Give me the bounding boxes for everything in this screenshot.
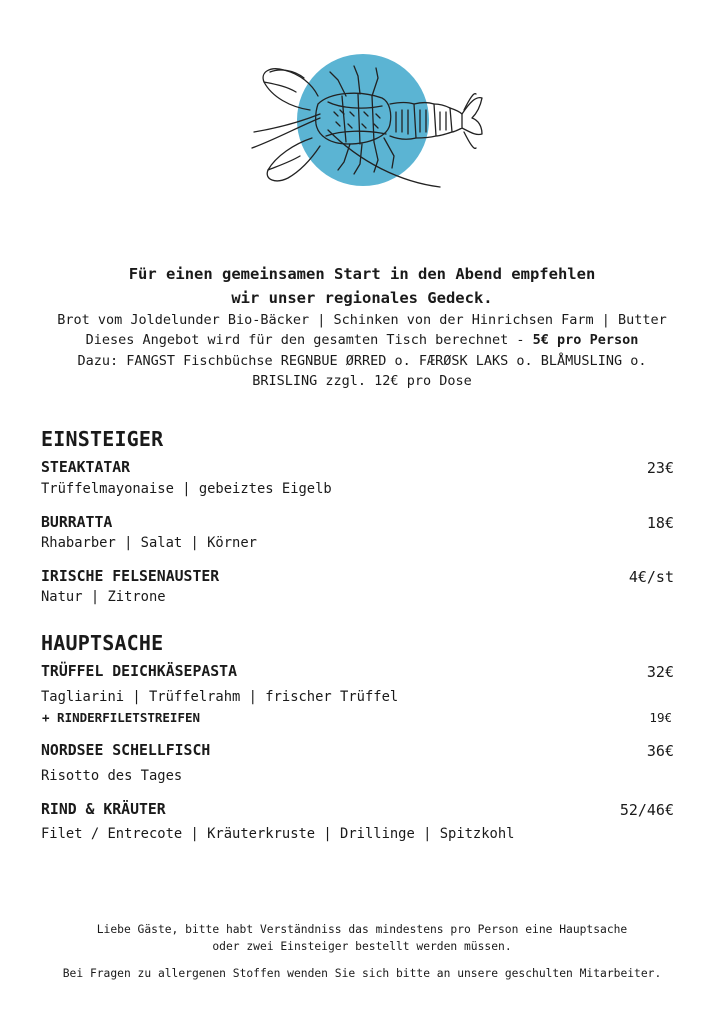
intro-block: [0, 262, 724, 391]
intro-heading-line1: Für einen gemeinsamen Start in den Abend empfehlen: [128, 265, 596, 283]
lobster-illustration-icon: [250, 52, 485, 192]
item-desc: Trüffelmayonaise | gebeiztes Eigelb: [41, 481, 332, 497]
item-name: NORDSEE SCHELLFISCH: [41, 742, 211, 759]
item-name: TRÜFFEL DEICHKÄSEPASTA: [41, 663, 237, 680]
footer-note-line2: oder zwei Einsteiger bestellt werden müssen.: [212, 940, 512, 953]
item-price: 18€: [646, 514, 674, 532]
bread-line: Brot vom Joldelunder Bio-Bäcker | Schinken von der Hinrichsen Farm | Butter: [57, 312, 667, 328]
offer-price: 5€ pro Person: [532, 332, 639, 349]
item-desc: Tagliarini | Trüffelrahm | frischer Trüffel: [41, 689, 399, 705]
footer-note-line1: Liebe Gäste, bitte habt Verständniss das mindestens pro Person eine Hauptsache: [96, 923, 628, 936]
offer-line: [0, 330, 724, 350]
item-price: 4€/st: [628, 568, 674, 586]
lobster-logo-icon: [250, 52, 485, 192]
item-price: 32€: [646, 663, 674, 681]
item-name: STEAKTATAR: [41, 459, 131, 476]
section-title-hauptsache: HAUPTSACHE: [41, 631, 164, 655]
item-price: 52/46€: [619, 801, 674, 819]
item-price: 36€: [646, 742, 674, 760]
addon-line2: BRISLING zzgl. 12€ pro Dose: [252, 372, 472, 389]
offer-text: Dieses Angebot wird für den gesamten Tisch berechnet -: [85, 332, 533, 349]
item-desc: Natur | Zitrone: [41, 589, 166, 605]
item-desc: Risotto des Tages: [41, 768, 183, 784]
section-title-einsteiger: EINSTEIGER: [41, 427, 164, 451]
item-price: 23€: [646, 459, 674, 477]
allergen-note: Bei Fragen zu allergenen Stoffen wenden Sie sich bitte an unsere geschulten Mitarbeiter.: [62, 967, 662, 980]
extra-name: + RINDERFILETSTREIFEN: [42, 710, 201, 725]
addon-line1: Dazu: FANGST Fischbüchse REGNBUE ØRRED o. FÆRØSK LAKS o. BLÅMUSLING o.: [77, 352, 647, 369]
extra-price: 19€: [649, 710, 672, 725]
item-desc: Rhabarber | Salat | Körner: [41, 535, 257, 551]
item-name: BURRATTA: [41, 514, 113, 531]
item-name: IRISCHE FELSENAUSTER: [41, 568, 220, 585]
item-desc: Filet / Entrecote | Kräuterkruste | Drillinge | Spitzkohl: [41, 826, 515, 842]
item-name: RIND & KRÄUTER: [41, 801, 166, 818]
intro-heading-line2: wir unser regionales Gedeck.: [231, 289, 493, 307]
